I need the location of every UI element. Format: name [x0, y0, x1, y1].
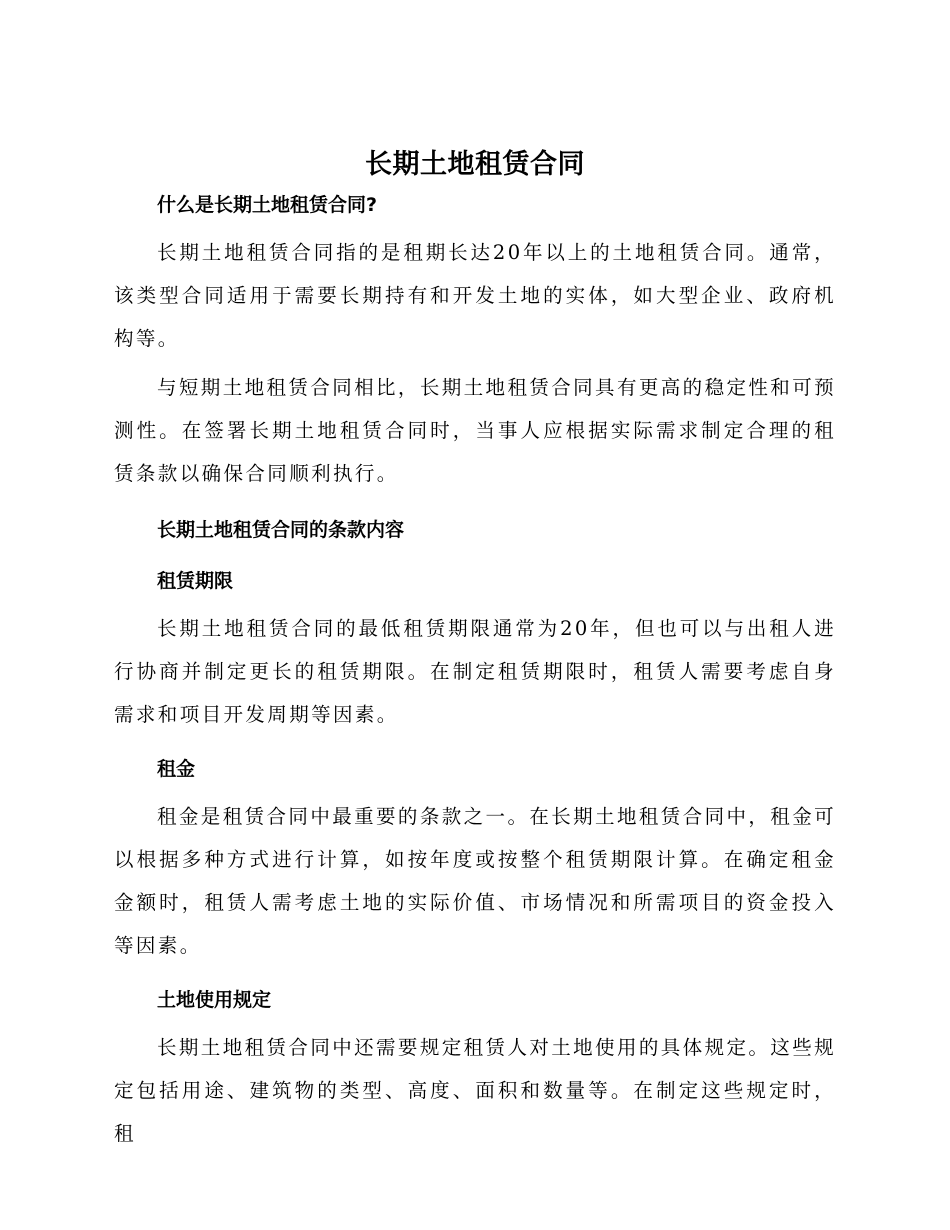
paragraph-definition: 长期土地租赁合同指的是租期长达20年以上的土地租赁合同。通常，该类型合同适用于需要长期持有和开发土地的实体，如大型企业、政府机构等。 — [114, 241, 836, 350]
document-body — [114, 140, 836, 1155]
section-heading-land-use: 土地使用规定 — [157, 989, 272, 1011]
paragraph-land-use: 长期土地租赁合同中还需要规定租赁人对土地使用的具体规定。这些规定包括用途、建筑物的类型、高度、面积和数量等。在制定这些规定时，租 — [114, 1036, 836, 1145]
section-heading-lease-term: 租赁期限 — [157, 570, 234, 592]
paragraph-comparison: 与短期土地租赁合同相比，长期土地租赁合同具有更高的稳定性和可预测性。在签署长期土地租赁合同时，当事人应根据实际需求制定合理的租赁条款以确保合同顺利执行。 — [114, 376, 836, 485]
paragraph-lease-term: 长期土地租赁合同的最低租赁期限通常为20年，但也可以与出租人进行协商并制定更长的租赁期限。在制定租赁期限时，租赁人需要考虑自身需求和项目开发周期等因素。 — [114, 617, 836, 726]
section-heading-what-is: 什么是长期土地租赁合同? — [157, 194, 378, 216]
section-heading-rent: 租金 — [157, 758, 196, 780]
paragraph-rent: 租金是租赁合同中最重要的条款之一。在长期土地租赁合同中，租金可以根据多种方式进行计算，如按年度或按整个租赁期限计算。在确定租金金额时，租赁人需考虑土地的实际价值、市场情况和所需项目的资金投入等因素。 — [114, 805, 836, 957]
section-heading-terms: 长期土地租赁合同的条款内容 — [157, 519, 405, 541]
document-title: 长期土地租赁合同 — [365, 149, 585, 180]
